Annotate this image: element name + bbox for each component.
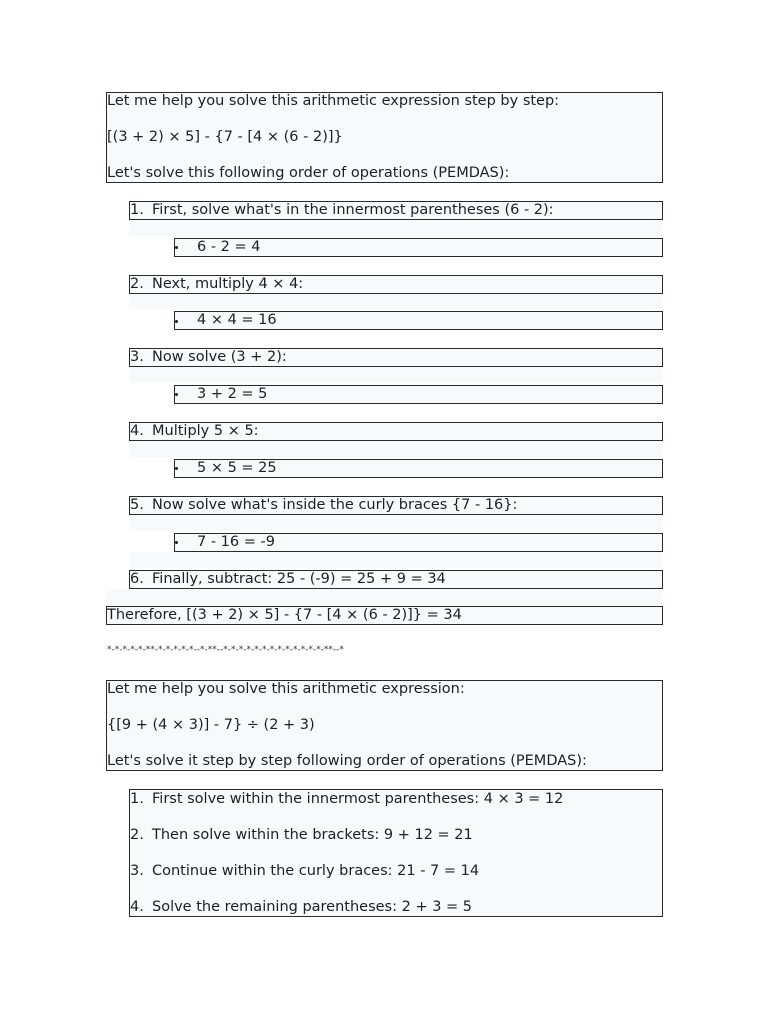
step-number: 3. bbox=[130, 863, 144, 879]
step-text: Now solve what's inside the curly braces {7 - 16}: bbox=[152, 497, 518, 513]
bullet-icon bbox=[175, 541, 178, 544]
step-text: First, solve what's in the innermost parentheses (6 - 2): bbox=[152, 202, 554, 218]
problem1-conclusion: Therefore, [(3 + 2) × 5] - {7 - [4 × (6 - 2)]} = 34 bbox=[107, 607, 462, 623]
step-number: 6. bbox=[130, 571, 144, 587]
problem2-intro: Let me help you solve this arithmetic expression: bbox=[107, 681, 465, 697]
problem1-expression: [(3 + 2) × 5] - {7 - [4 × (6 - 2)]} bbox=[107, 129, 343, 145]
step-text: Continue within the curly braces: 21 - 7 = 14 bbox=[152, 863, 480, 879]
shade-band bbox=[106, 589, 663, 605]
problem2-expression: {[9 + (4 × 3)] - 7} ÷ (2 + 3) bbox=[107, 717, 315, 733]
step-number: 2. bbox=[130, 276, 144, 292]
problem2-order-note: Let's solve it step by step following order of operations (PEMDAS): bbox=[107, 753, 587, 769]
step-text: Finally, subtract: 25 - (-9) = 25 + 9 = 34 bbox=[152, 571, 446, 587]
step-text: Multiply 5 × 5: bbox=[152, 423, 259, 439]
shade-band bbox=[129, 220, 663, 236]
step-number: 1. bbox=[130, 791, 144, 807]
step-text: Solve the remaining parentheses: 2 + 3 = 5 bbox=[152, 899, 473, 915]
step-text: Then solve within the brackets: 9 + 12 = 21 bbox=[152, 827, 473, 843]
problem1-intro: Let me help you solve this arithmetic expression step by step: bbox=[107, 93, 560, 109]
substep-result: 3 + 2 = 5 bbox=[197, 386, 268, 402]
step-number: 3. bbox=[130, 349, 144, 365]
bullet-icon bbox=[175, 320, 178, 323]
step-text: Now solve (3 + 2): bbox=[152, 349, 287, 365]
shade-band bbox=[129, 552, 663, 568]
substep-result: 7 - 16 = -9 bbox=[197, 534, 275, 550]
step-number: 4. bbox=[130, 899, 144, 915]
step-number: 2. bbox=[130, 827, 144, 843]
step-text: First solve within the innermost parentheses: 4 × 3 = 12 bbox=[152, 791, 564, 807]
problem1-order-note: Let's solve this following order of operations (PEMDAS): bbox=[107, 165, 510, 181]
substep-result: 4 × 4 = 16 bbox=[197, 312, 277, 328]
separator-line: *-*-*-*-*-**-*-*-*-*-*--*-**--*-*-*-*-*-*-*-*-*-*-*-*-*-**--* bbox=[107, 645, 344, 655]
bullet-icon bbox=[175, 467, 178, 470]
shade-band bbox=[129, 293, 663, 309]
substep-result: 5 × 5 = 25 bbox=[197, 460, 277, 476]
step-number: 5. bbox=[130, 497, 144, 513]
substep-result: 6 - 2 = 4 bbox=[197, 239, 261, 255]
shade-band bbox=[129, 441, 663, 457]
step-number: 4. bbox=[130, 423, 144, 439]
step-text: Next, multiply 4 × 4: bbox=[152, 276, 304, 292]
shade-band bbox=[129, 515, 663, 531]
shade-band bbox=[129, 367, 663, 383]
step-number: 1. bbox=[130, 202, 144, 218]
bullet-icon bbox=[175, 246, 178, 249]
bullet-icon bbox=[175, 393, 178, 396]
